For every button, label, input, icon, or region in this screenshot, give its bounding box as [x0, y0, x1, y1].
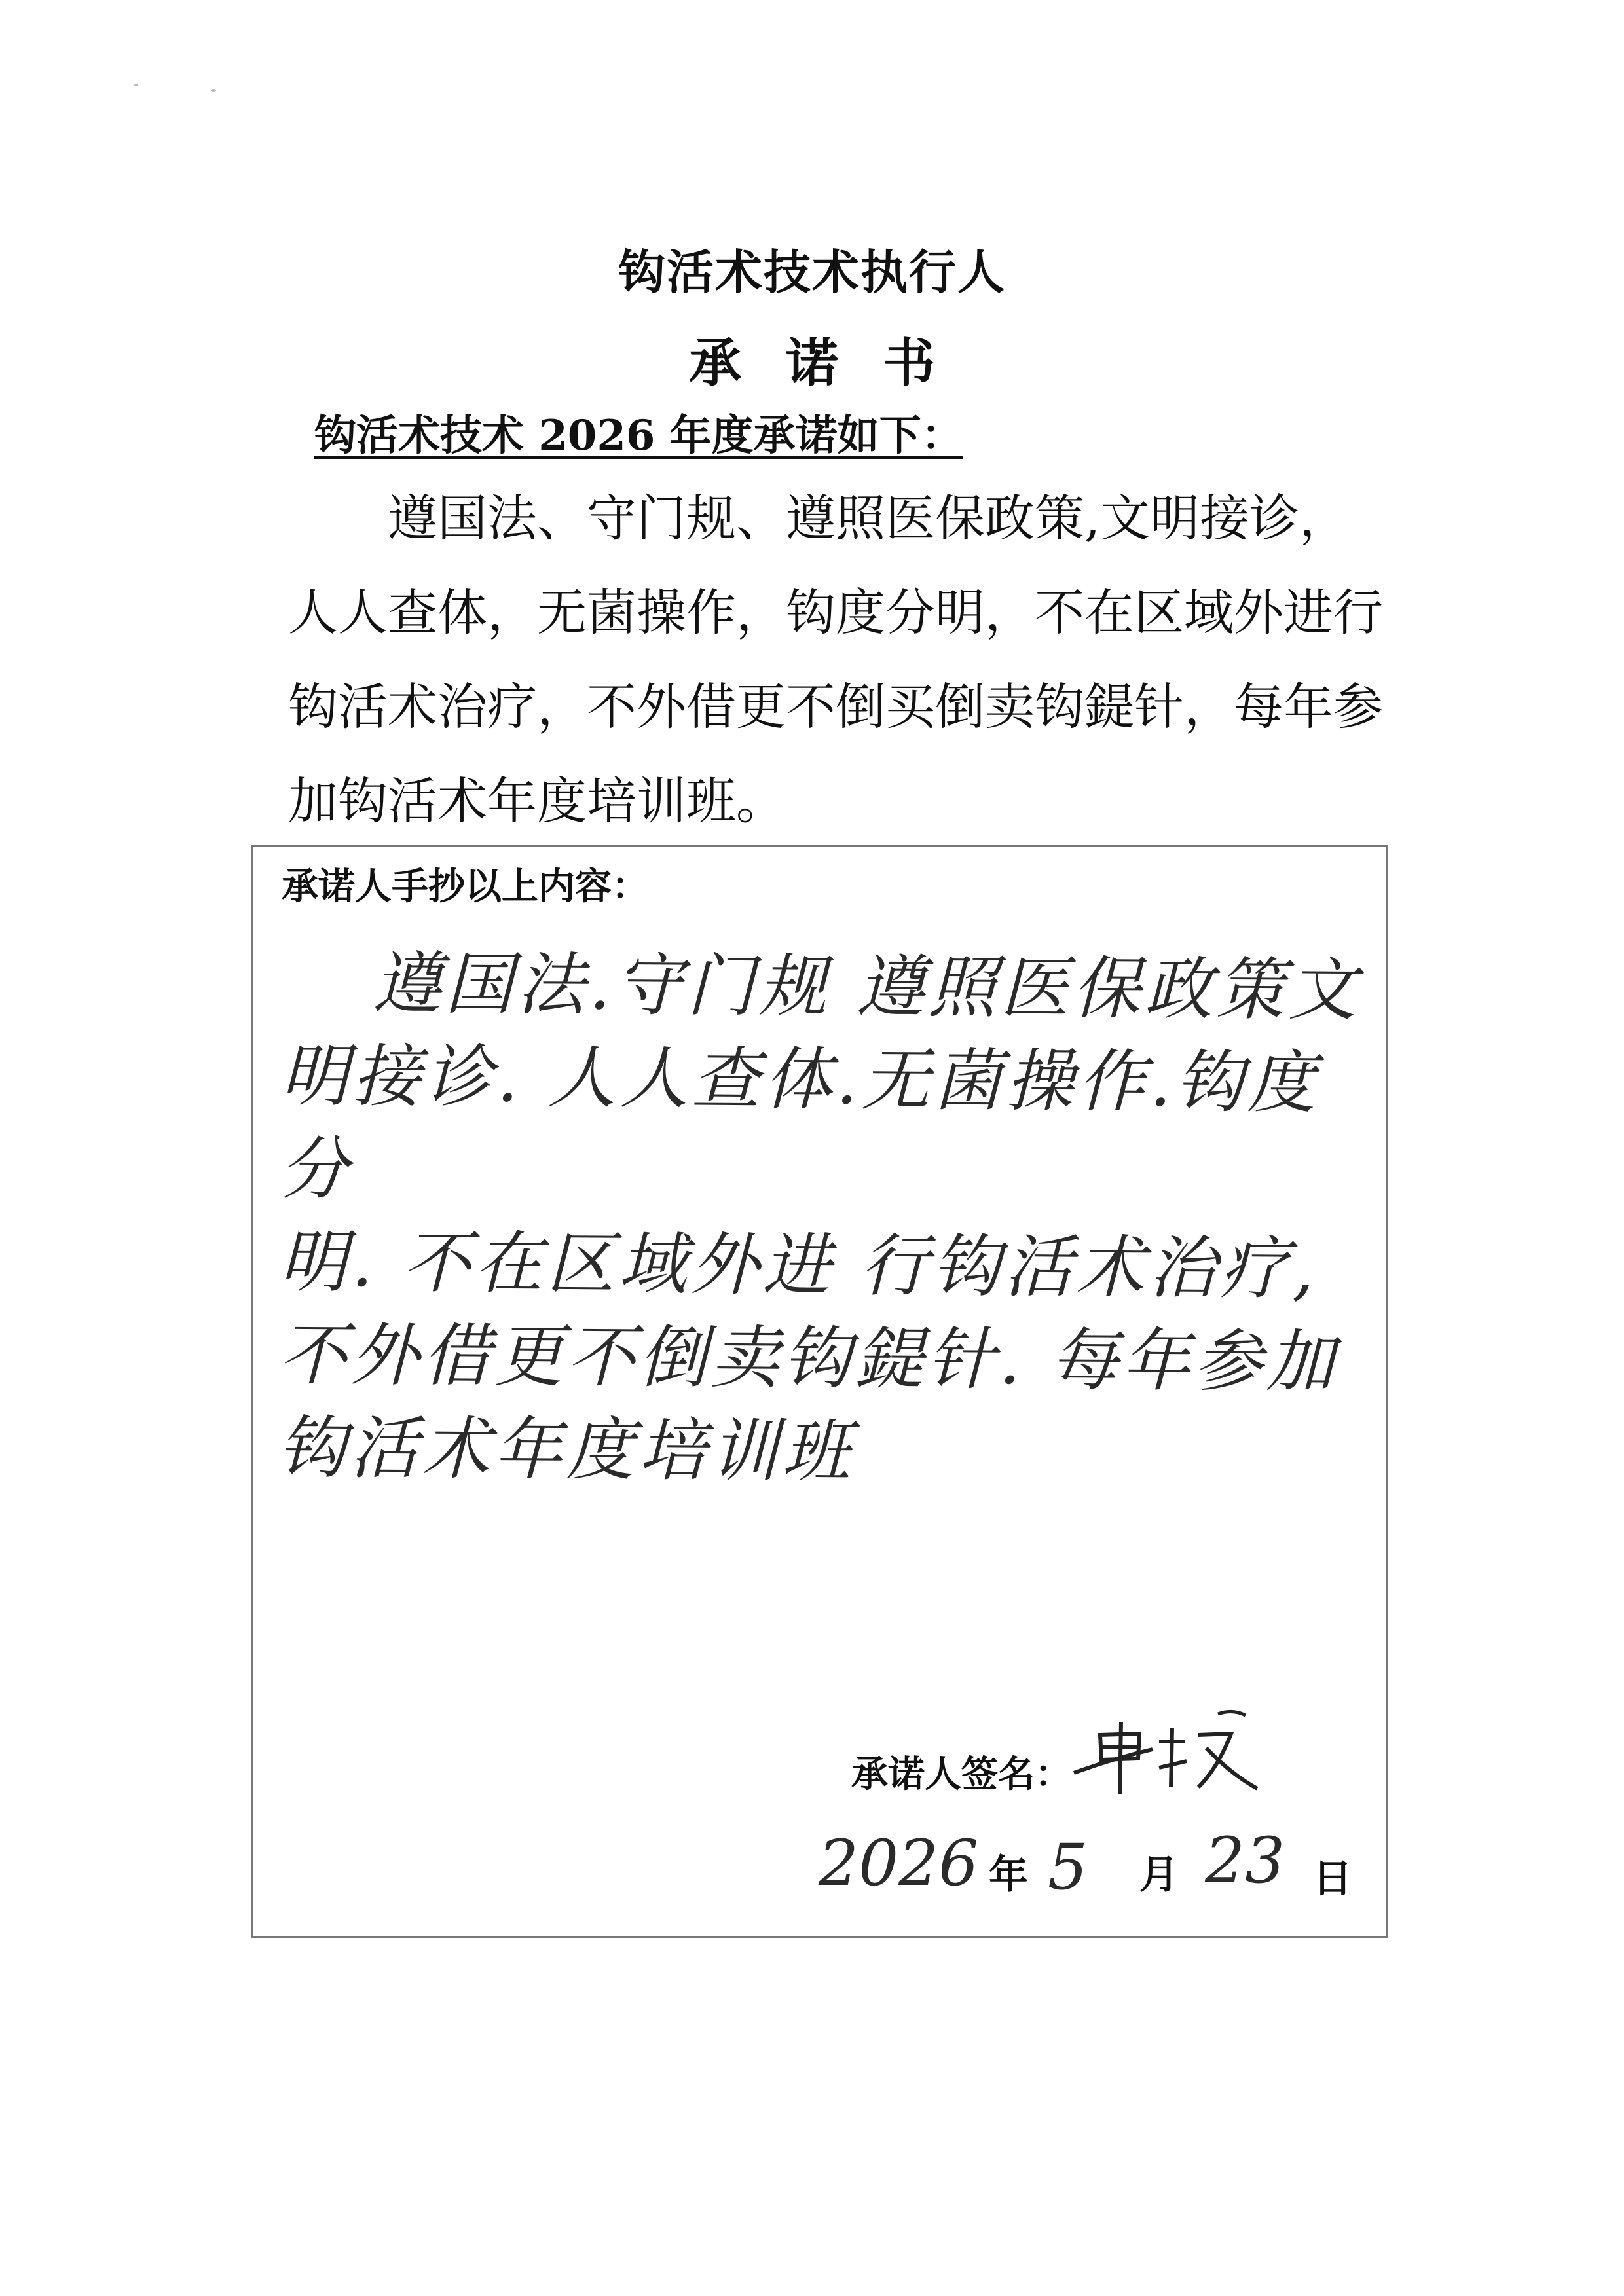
handwritten-line: 明接诊. 人人查体.无菌操作.钩度分 — [280, 1035, 1320, 1209]
date-month-unit: 月 — [1139, 1852, 1179, 1898]
handwritten-copy — [278, 936, 1362, 1501]
pledge-body: 遵国法、守门规、遵照医保政策,文明接诊，人人查体，无菌操作，钩度分明，不在区域外进行钩活术治疗，不外借更不倒买倒卖钩鍉针，每年参加钩活术年度培训班。 — [288, 489, 1383, 830]
date-day-unit: 日 — [1313, 1856, 1352, 1902]
date-year: 2026 — [819, 1827, 979, 1900]
handwritten-line: 遵国法.守门规 遵照医保政策文 — [373, 943, 1361, 1030]
date-month: 5 — [1048, 1831, 1088, 1904]
handwritten-line: 明. 不在区域外进 行钩活术治疗, — [279, 1221, 1319, 1309]
document-subtitle: 承诺书 — [689, 333, 980, 393]
handwriting-box-label: 承诺人手抄以上内容： — [282, 866, 648, 908]
date-day: 23 — [1205, 1824, 1285, 1897]
handwritten-line: 钩活术年度培训班 — [278, 1407, 855, 1492]
handwritten-line: 不外借更不倒卖钩鍉针. 每年参加 — [278, 1314, 1339, 1402]
scan-speck — [211, 89, 216, 92]
signature-label: 承诺人签名： — [851, 1753, 1071, 1796]
date-year-unit: 年 — [989, 1852, 1028, 1898]
scan-speck — [134, 84, 138, 86]
document-title: 钩活术技术执行人 — [618, 245, 1006, 300]
handwritten-signature — [1061, 1696, 1277, 1807]
date-row — [819, 1824, 1356, 1912]
intro-line: 钩活术技术 2026 年度承诺如下： — [314, 411, 963, 460]
